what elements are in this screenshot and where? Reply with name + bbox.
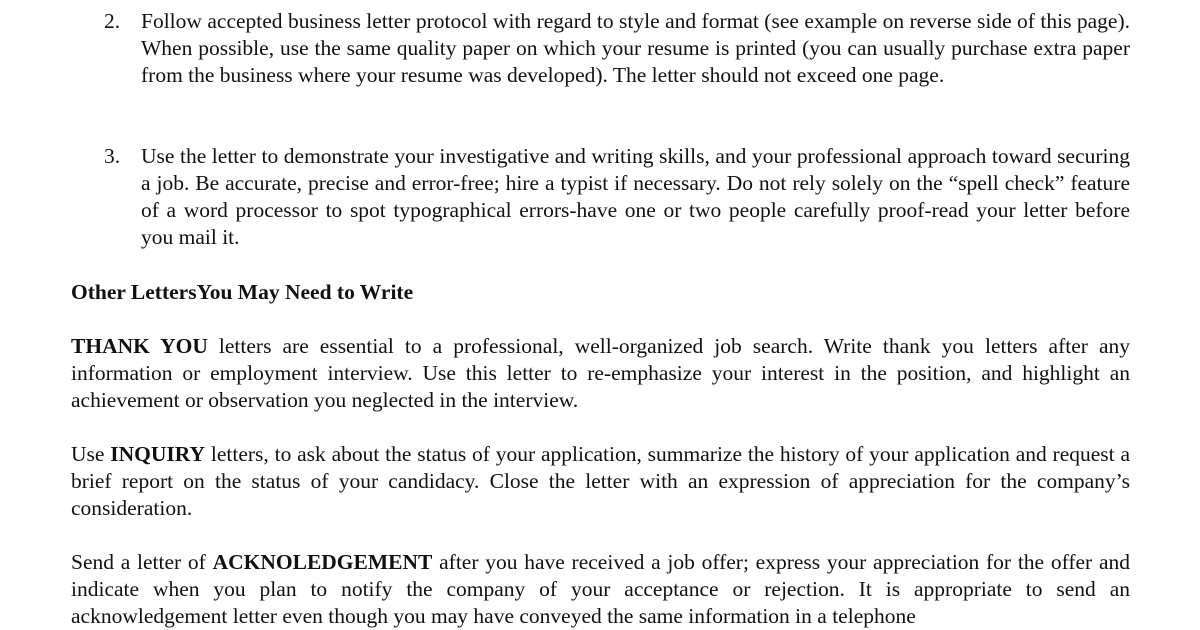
letter-type-term: THANK YOU <box>71 334 208 358</box>
letter-type-term: ACKNOLEDGEMENT <box>212 550 433 574</box>
list-item-2 <box>104 8 1130 89</box>
list-number: 3. <box>104 144 121 168</box>
paragraph-acknowledgement <box>71 549 1130 630</box>
paragraph-inquiry <box>71 441 1130 522</box>
section-heading: Other LettersYou May Need to Write <box>71 280 414 304</box>
paragraph-body: after you have received a job offer; express your appreciation for the offer and indicate when you plan to notify the company of your acceptance or rejection. It is appropriate to send an acknowledgement letter even though you may have conveyed the same information in a telephone <box>71 550 1130 628</box>
list-item-text: Follow accepted business letter protocol with regard to style and format (see example on reverse side of this page). When possible, use the same quality paper on which your resume is printed (you can usually purchase extra paper from the business where your resume was developed). The letter should not exceed one page. <box>141 9 1130 87</box>
paragraph-thank-you <box>71 333 1130 414</box>
list-item-3 <box>104 143 1130 251</box>
list-item-text: Use the letter to demonstrate your investigative and writing skills, and your professional approach toward securing a job. Be accurate, precise and error-free; hire a typist if necessary. Do not rely solely on the “spell check” feature of a word processor to spot typographical errors-have one or two people carefully proof-read your letter before you mail it. <box>141 144 1130 249</box>
paragraph-lead: Use <box>71 442 111 466</box>
list-number: 2. <box>104 9 121 33</box>
letter-type-term: INQUIRY <box>110 442 206 466</box>
paragraph-body: letters are essential to a professional, well-organized job search. Write thank you letters after any information or employment interview. Use this letter to re-emphasize your interest in the position, and highlight an achievement or observation you neglected in the interview. <box>71 334 1131 412</box>
paragraph-body: letters, to ask about the status of your application, summarize the history of your application and request a brief report on the status of your candidacy. Close the letter with an expression of appreciation for the company’s consideration. <box>71 442 1130 520</box>
paragraph-lead: Send a letter of <box>71 550 213 574</box>
